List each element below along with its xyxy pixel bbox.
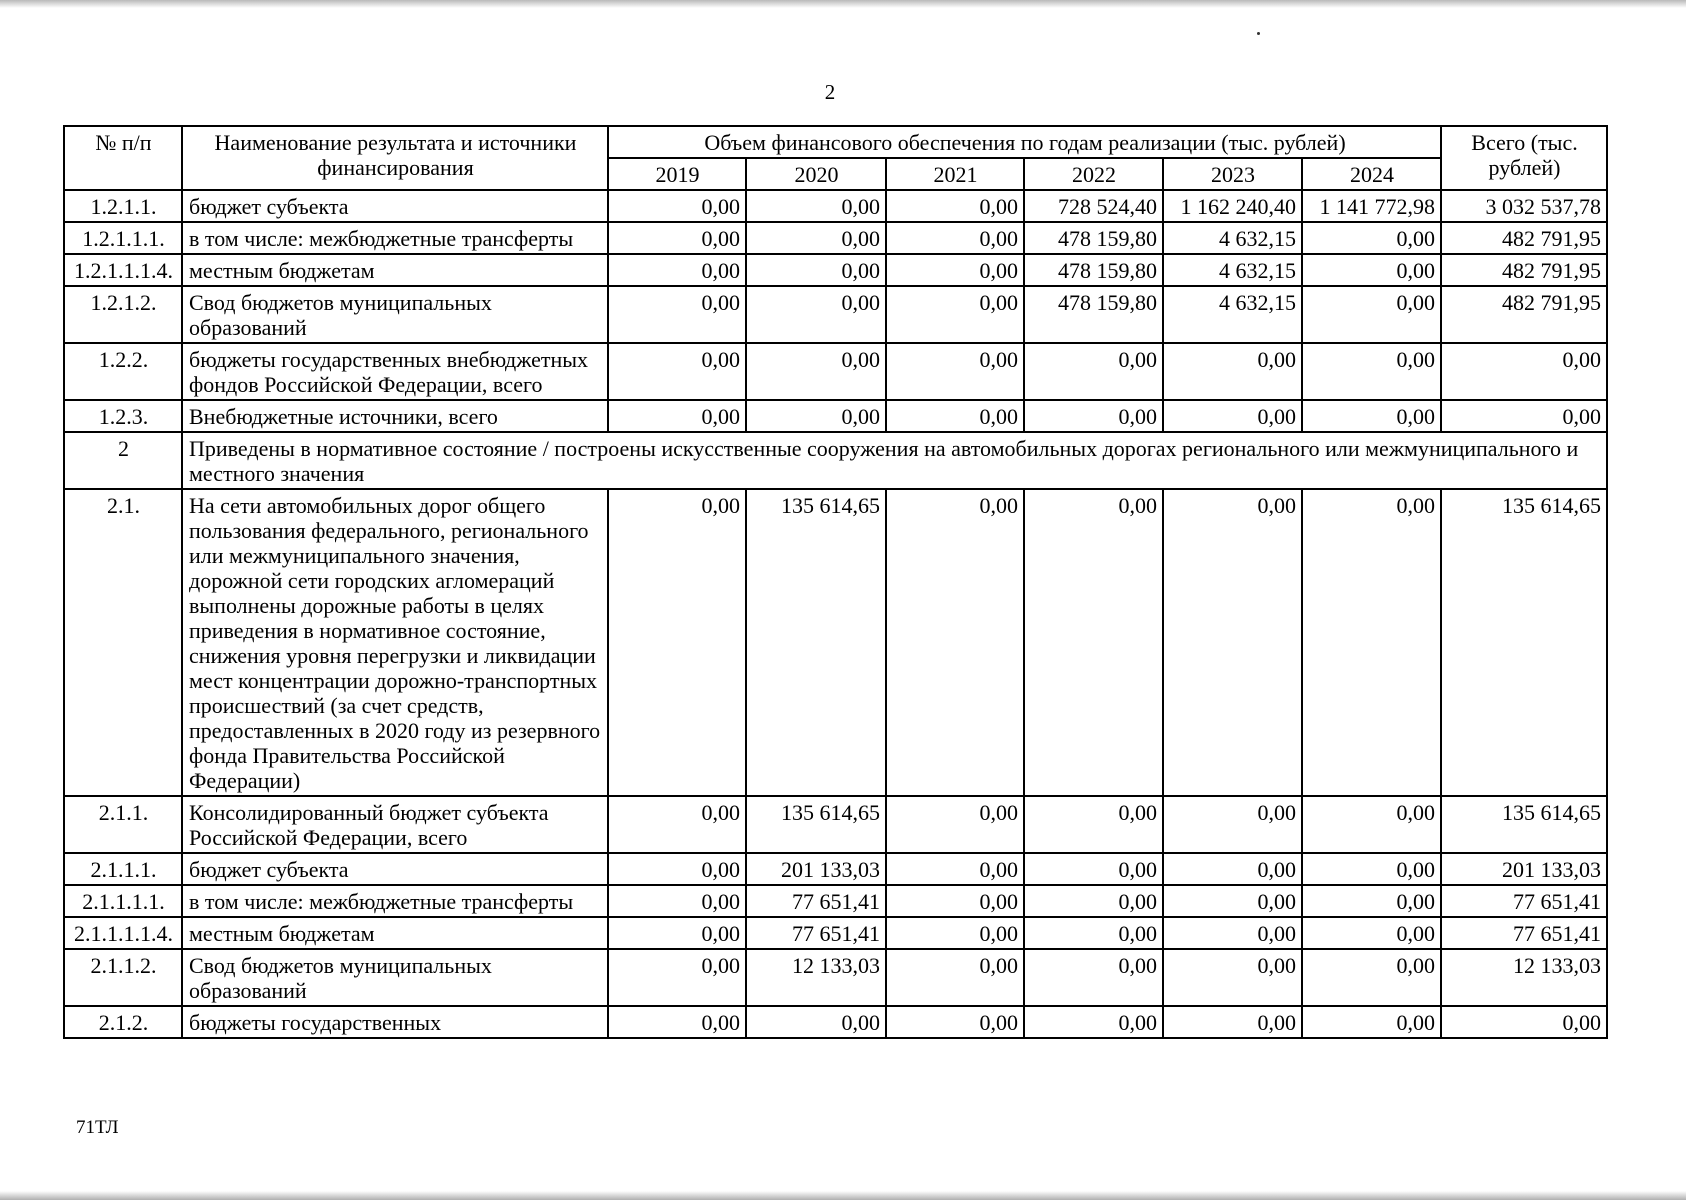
year-value: 0,00	[746, 400, 886, 432]
row-total: 0,00	[1441, 400, 1607, 432]
header-year: 2020	[746, 158, 886, 190]
table-row	[64, 286, 1607, 343]
row-total: 77 651,41	[1441, 885, 1607, 917]
table-row	[64, 796, 1607, 853]
header-year: 2022	[1024, 158, 1163, 190]
year-value: 0,00	[1302, 949, 1441, 1006]
table-row	[64, 917, 1607, 949]
year-value: 728 524,40	[1024, 190, 1163, 222]
row-number: 2.1.1.1.1.4.	[64, 917, 182, 949]
row-name: в том числе: межбюджетные трансферты	[182, 885, 608, 917]
year-value: 0,00	[1024, 885, 1163, 917]
year-value: 0,00	[608, 917, 746, 949]
table-header	[64, 126, 1607, 190]
header-year: 2021	[886, 158, 1024, 190]
row-total: 135 614,65	[1441, 489, 1607, 796]
scan-edge-top	[0, 0, 1686, 8]
row-total: 482 791,95	[1441, 254, 1607, 286]
year-value: 0,00	[746, 254, 886, 286]
year-value: 0,00	[886, 917, 1024, 949]
row-name: Свод бюджетов муниципальных образований	[182, 949, 608, 1006]
year-value: 0,00	[1302, 400, 1441, 432]
year-value: 0,00	[1163, 949, 1302, 1006]
year-value: 0,00	[608, 796, 746, 853]
year-value: 0,00	[1024, 489, 1163, 796]
year-value: 0,00	[886, 885, 1024, 917]
year-value: 0,00	[1024, 796, 1163, 853]
year-value: 4 632,15	[1163, 286, 1302, 343]
year-value: 0,00	[1302, 885, 1441, 917]
year-value: 0,00	[886, 949, 1024, 1006]
year-value: 0,00	[1163, 917, 1302, 949]
year-value: 0,00	[608, 343, 746, 400]
year-value: 0,00	[1024, 343, 1163, 400]
row-number: 1.2.1.1.1.4.	[64, 254, 182, 286]
row-number: 2.1.	[64, 489, 182, 796]
header-name: Наименование результата и источники финансирования	[182, 126, 608, 190]
year-value: 0,00	[608, 885, 746, 917]
year-value: 0,00	[746, 190, 886, 222]
row-number: 1.2.2.	[64, 343, 182, 400]
row-name: местным бюджетам	[182, 254, 608, 286]
year-value: 0,00	[1302, 343, 1441, 400]
year-value: 0,00	[1302, 853, 1441, 885]
year-value: 0,00	[1163, 796, 1302, 853]
year-value: 0,00	[886, 400, 1024, 432]
year-value: 0,00	[1163, 853, 1302, 885]
year-value: 0,00	[608, 400, 746, 432]
row-total: 77 651,41	[1441, 917, 1607, 949]
row-number: 1.2.1.1.1.	[64, 222, 182, 254]
row-total: 12 133,03	[1441, 949, 1607, 1006]
year-value: 478 159,80	[1024, 222, 1163, 254]
year-value: 1 162 240,40	[1163, 190, 1302, 222]
year-value: 0,00	[1163, 885, 1302, 917]
year-value: 0,00	[1302, 286, 1441, 343]
year-value: 4 632,15	[1163, 222, 1302, 254]
year-value: 0,00	[746, 1006, 886, 1038]
row-name: бюджеты государственных внебюджетных фондов Российской Федерации, всего	[182, 343, 608, 400]
row-total: 482 791,95	[1441, 286, 1607, 343]
year-value: 0,00	[1302, 1006, 1441, 1038]
row-name: Консолидированный бюджет субъекта Российской Федерации, всего	[182, 796, 608, 853]
table-row	[64, 254, 1607, 286]
header-no: № п/п	[64, 126, 182, 190]
year-value: 0,00	[886, 853, 1024, 885]
table-row	[64, 343, 1607, 400]
table-body	[64, 190, 1607, 1038]
row-number: 2.1.1.1.	[64, 853, 182, 885]
year-value: 0,00	[886, 796, 1024, 853]
row-name: бюджет субъекта	[182, 853, 608, 885]
header-year: 2024	[1302, 158, 1441, 190]
year-value: 478 159,80	[1024, 254, 1163, 286]
year-value: 0,00	[608, 949, 746, 1006]
year-value: 0,00	[608, 254, 746, 286]
year-value: 0,00	[1163, 400, 1302, 432]
year-value: 77 651,41	[746, 885, 886, 917]
year-value: 0,00	[1024, 949, 1163, 1006]
year-value: 12 133,03	[746, 949, 886, 1006]
year-value: 0,00	[1302, 489, 1441, 796]
year-value: 135 614,65	[746, 796, 886, 853]
table-row	[64, 885, 1607, 917]
year-value: 1 141 772,98	[1302, 190, 1441, 222]
table-row	[64, 489, 1607, 796]
table-row	[64, 853, 1607, 885]
row-total: 0,00	[1441, 343, 1607, 400]
row-number: 1.2.3.	[64, 400, 182, 432]
year-value: 0,00	[886, 190, 1024, 222]
header-total: Всего (тыс. рублей)	[1441, 126, 1607, 190]
table-row	[64, 949, 1607, 1006]
section-title: Приведены в нормативное состояние / построены искусственные сооружения на автомобильных дорогах регионального или межмуниципального и местного значения	[182, 432, 1607, 489]
row-name: Внебюджетные источники, всего	[182, 400, 608, 432]
row-total: 135 614,65	[1441, 796, 1607, 853]
year-value: 0,00	[608, 190, 746, 222]
year-value: 0,00	[1302, 222, 1441, 254]
row-name: в том числе: межбюджетные трансферты	[182, 222, 608, 254]
header-year: 2023	[1163, 158, 1302, 190]
row-name: местным бюджетам	[182, 917, 608, 949]
row-number: 2.1.2.	[64, 1006, 182, 1038]
year-value: 77 651,41	[746, 917, 886, 949]
table-row	[64, 222, 1607, 254]
header-volume: Объем финансового обеспечения по годам реализации (тыс. рублей)	[608, 126, 1441, 158]
section-row	[64, 432, 1607, 489]
row-number: 2.1.1.	[64, 796, 182, 853]
year-value: 201 133,03	[746, 853, 886, 885]
year-value: 0,00	[608, 222, 746, 254]
year-value: 0,00	[886, 489, 1024, 796]
year-value: 478 159,80	[1024, 286, 1163, 343]
year-value: 0,00	[1024, 853, 1163, 885]
year-value: 0,00	[1024, 917, 1163, 949]
header-year: 2019	[608, 158, 746, 190]
year-value: 4 632,15	[1163, 254, 1302, 286]
year-value: 0,00	[1163, 489, 1302, 796]
year-value: 0,00	[1302, 917, 1441, 949]
table-row	[64, 400, 1607, 432]
year-value: 135 614,65	[746, 489, 886, 796]
row-total: 201 133,03	[1441, 853, 1607, 885]
year-value: 0,00	[1163, 1006, 1302, 1038]
year-value: 0,00	[608, 286, 746, 343]
page-number: 2	[824, 80, 836, 104]
year-value: 0,00	[1302, 796, 1441, 853]
year-value: 0,00	[608, 1006, 746, 1038]
row-number: 1.2.1.2.	[64, 286, 182, 343]
footer-code: 71ТЛ	[76, 1117, 119, 1138]
section-number: 2	[64, 432, 182, 489]
row-total: 3 032 537,78	[1441, 190, 1607, 222]
scan-speck	[1257, 32, 1260, 35]
financing-table	[63, 125, 1608, 1039]
year-value: 0,00	[1302, 254, 1441, 286]
row-number: 2.1.1.1.1.	[64, 885, 182, 917]
row-total: 482 791,95	[1441, 222, 1607, 254]
table-row	[64, 1006, 1607, 1038]
row-name: бюджет субъекта	[182, 190, 608, 222]
year-value: 0,00	[608, 853, 746, 885]
year-value: 0,00	[746, 222, 886, 254]
year-value: 0,00	[1024, 1006, 1163, 1038]
table-row	[64, 190, 1607, 222]
year-value: 0,00	[886, 254, 1024, 286]
year-value: 0,00	[608, 489, 746, 796]
row-number: 1.2.1.1.	[64, 190, 182, 222]
year-value: 0,00	[1163, 343, 1302, 400]
scan-edge-bottom	[0, 1191, 1686, 1200]
row-name: бюджеты государственных	[182, 1006, 608, 1038]
year-value: 0,00	[1024, 400, 1163, 432]
year-value: 0,00	[746, 286, 886, 343]
year-value: 0,00	[886, 1006, 1024, 1038]
row-name: На сети автомобильных дорог общего пользования федерального, регионального или межмуниципального значения, дорожной сети городских агломераций выполнены дорожные работы в целях приведения в нормативное состояние, снижения уровня перегрузки и ликвидации мест концентрации дорожно-транспортных происшествий (за счет средств, предоставленных в 2020 году из резервного фонда Правительства Российской Федерации)	[182, 489, 608, 796]
year-value: 0,00	[886, 222, 1024, 254]
year-value: 0,00	[886, 286, 1024, 343]
row-total: 0,00	[1441, 1006, 1607, 1038]
row-number: 2.1.1.2.	[64, 949, 182, 1006]
row-name: Свод бюджетов муниципальных образований	[182, 286, 608, 343]
year-value: 0,00	[886, 343, 1024, 400]
year-value: 0,00	[746, 343, 886, 400]
